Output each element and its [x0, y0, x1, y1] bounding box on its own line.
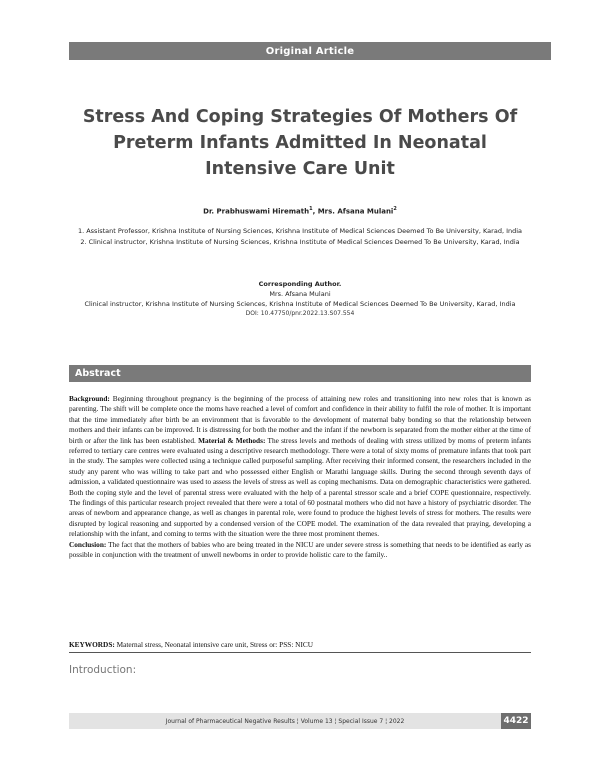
author-line — [70, 206, 530, 215]
affiliation-2: 2. Clinical instructor, Krishna Institute of Nursing Sciences, Krishna Institute of Medical Sciences Deemed To Be University, Karad, India — [80, 238, 520, 246]
introduction-heading: Introduction: — [69, 664, 137, 676]
article-title: Stress And Coping Strategies Of Mothers Of Preterm Infants Admitted In Neonatal Intensive Care Unit — [82, 107, 518, 179]
conclusion-label: Conclusion: — [69, 539, 107, 549]
doi-text: DOI: 10.47750/pnr.2022.13.S07.554 — [245, 310, 355, 317]
keywords-text: Maternal stress, Neonatal intensive care unit, Stress or: PSS: NICU — [114, 640, 314, 649]
methods-label: Material & Methods: — [195, 435, 266, 445]
author-1-name: Dr. Prabhuswami Hiremath — [203, 207, 310, 216]
author-separator: , — [312, 207, 318, 216]
affiliations — [68, 226, 532, 248]
author-1-affiliation-mark: 1 — [309, 206, 313, 212]
page-footer — [69, 713, 531, 729]
author-2-affiliation-mark: 2 — [393, 206, 397, 212]
abstract-main-paragraph — [69, 394, 531, 540]
journal-citation: Journal of Pharmaceutical Negative Results ¦ Volume 13 ¦ Special Issue 7 ¦ 2022 — [165, 717, 405, 725]
background-label: Background: — [69, 394, 110, 403]
keywords-label: KEYWORDS: — [69, 640, 115, 649]
affiliation-1: 1. Assistant Professor, Krishna Institute of Nursing Sciences, Krishna Institute of Medical Sciences Deemed To Be University, Karad, India — [77, 227, 523, 235]
conclusion-text: The fact that the mothers of babies who are being treated in the NICU are under severe stress is something that needs to be identified as early as possible in conjunction with the treatment of unwell newborns in order to provide holistic care to the family.. — [69, 539, 531, 560]
article-type-label: Original Article — [265, 45, 355, 57]
abstract-conclusion-paragraph — [69, 540, 531, 561]
article-type-banner — [69, 42, 551, 60]
background-text: Beginning throughout pregnancy is the beginning of the process of attaining new roles and transitioning into new roles that is known as parenting. The shift will be complete once the moms have reached a level of comfort and confidence in their ability to fulfil the role of mother. It is important that the time immediately after birth be an environment that is favorable to the development of maternal baby bonding so that the relationship between mothers and their infants can be improved. It is distressing for both the mother and the infant if the newborn is separated from the mother either at the time of birth or after the link has been established. — [69, 394, 531, 445]
keywords-line — [69, 640, 531, 649]
corresponding-author-block — [68, 279, 532, 319]
abstract-body — [69, 394, 531, 561]
author-2-name: Mrs. Afsana Mulani — [317, 207, 394, 216]
methods-text: The stress levels and methods of dealing with stress utilized by moms of preterm infants referred to tertiary care centres were evaluated using a descriptive research methodology. There were a total of sixty moms of premature infants that took part in the study. The samples were collected using a technique called purposeful sampling. After receiving their informed consent, the researchers included in the study any parent who was willing to take part and who possessed either English or Marathi language skills. During the second through seventh days of admission, a validated questionnaire was used to assess the levels of stress as well as coping mechanisms. Data on demographic characteristics were gathered. Both the coping style and the level of parental stress were evaluated with the help of a parental stressor scale and a brief COPE questionnaire, respectively. The findings of this particular research project revealed that there were a total of 60 postnatal mothers who did not have a history of psychiatric disorder. The areas of newborn and appearance change, as well as changes in parental role, were found to produce the highest levels of stress for mothers. The results were disrupted by logical reasoning and supported by a condensed version of the COPE model. The examination of the data revealed that praying, developing a relationship with the infant, and coming to terms with the situation were the three most prominent themes. — [69, 435, 531, 539]
section-divider — [69, 652, 531, 653]
abstract-heading: Abstract — [75, 368, 121, 379]
page-number: 4422 — [501, 713, 531, 729]
corresponding-author-name: Mrs. Afsana Mulani — [269, 290, 331, 298]
corresponding-author-affiliation: Clinical instructor, Krishna Institute of Nursing Sciences, Krishna Institute of Medical Sciences Deemed To Be University, Karad, India — [84, 300, 516, 308]
corresponding-author-label: Corresponding Author. — [258, 280, 342, 288]
abstract-heading-bar — [69, 365, 531, 382]
